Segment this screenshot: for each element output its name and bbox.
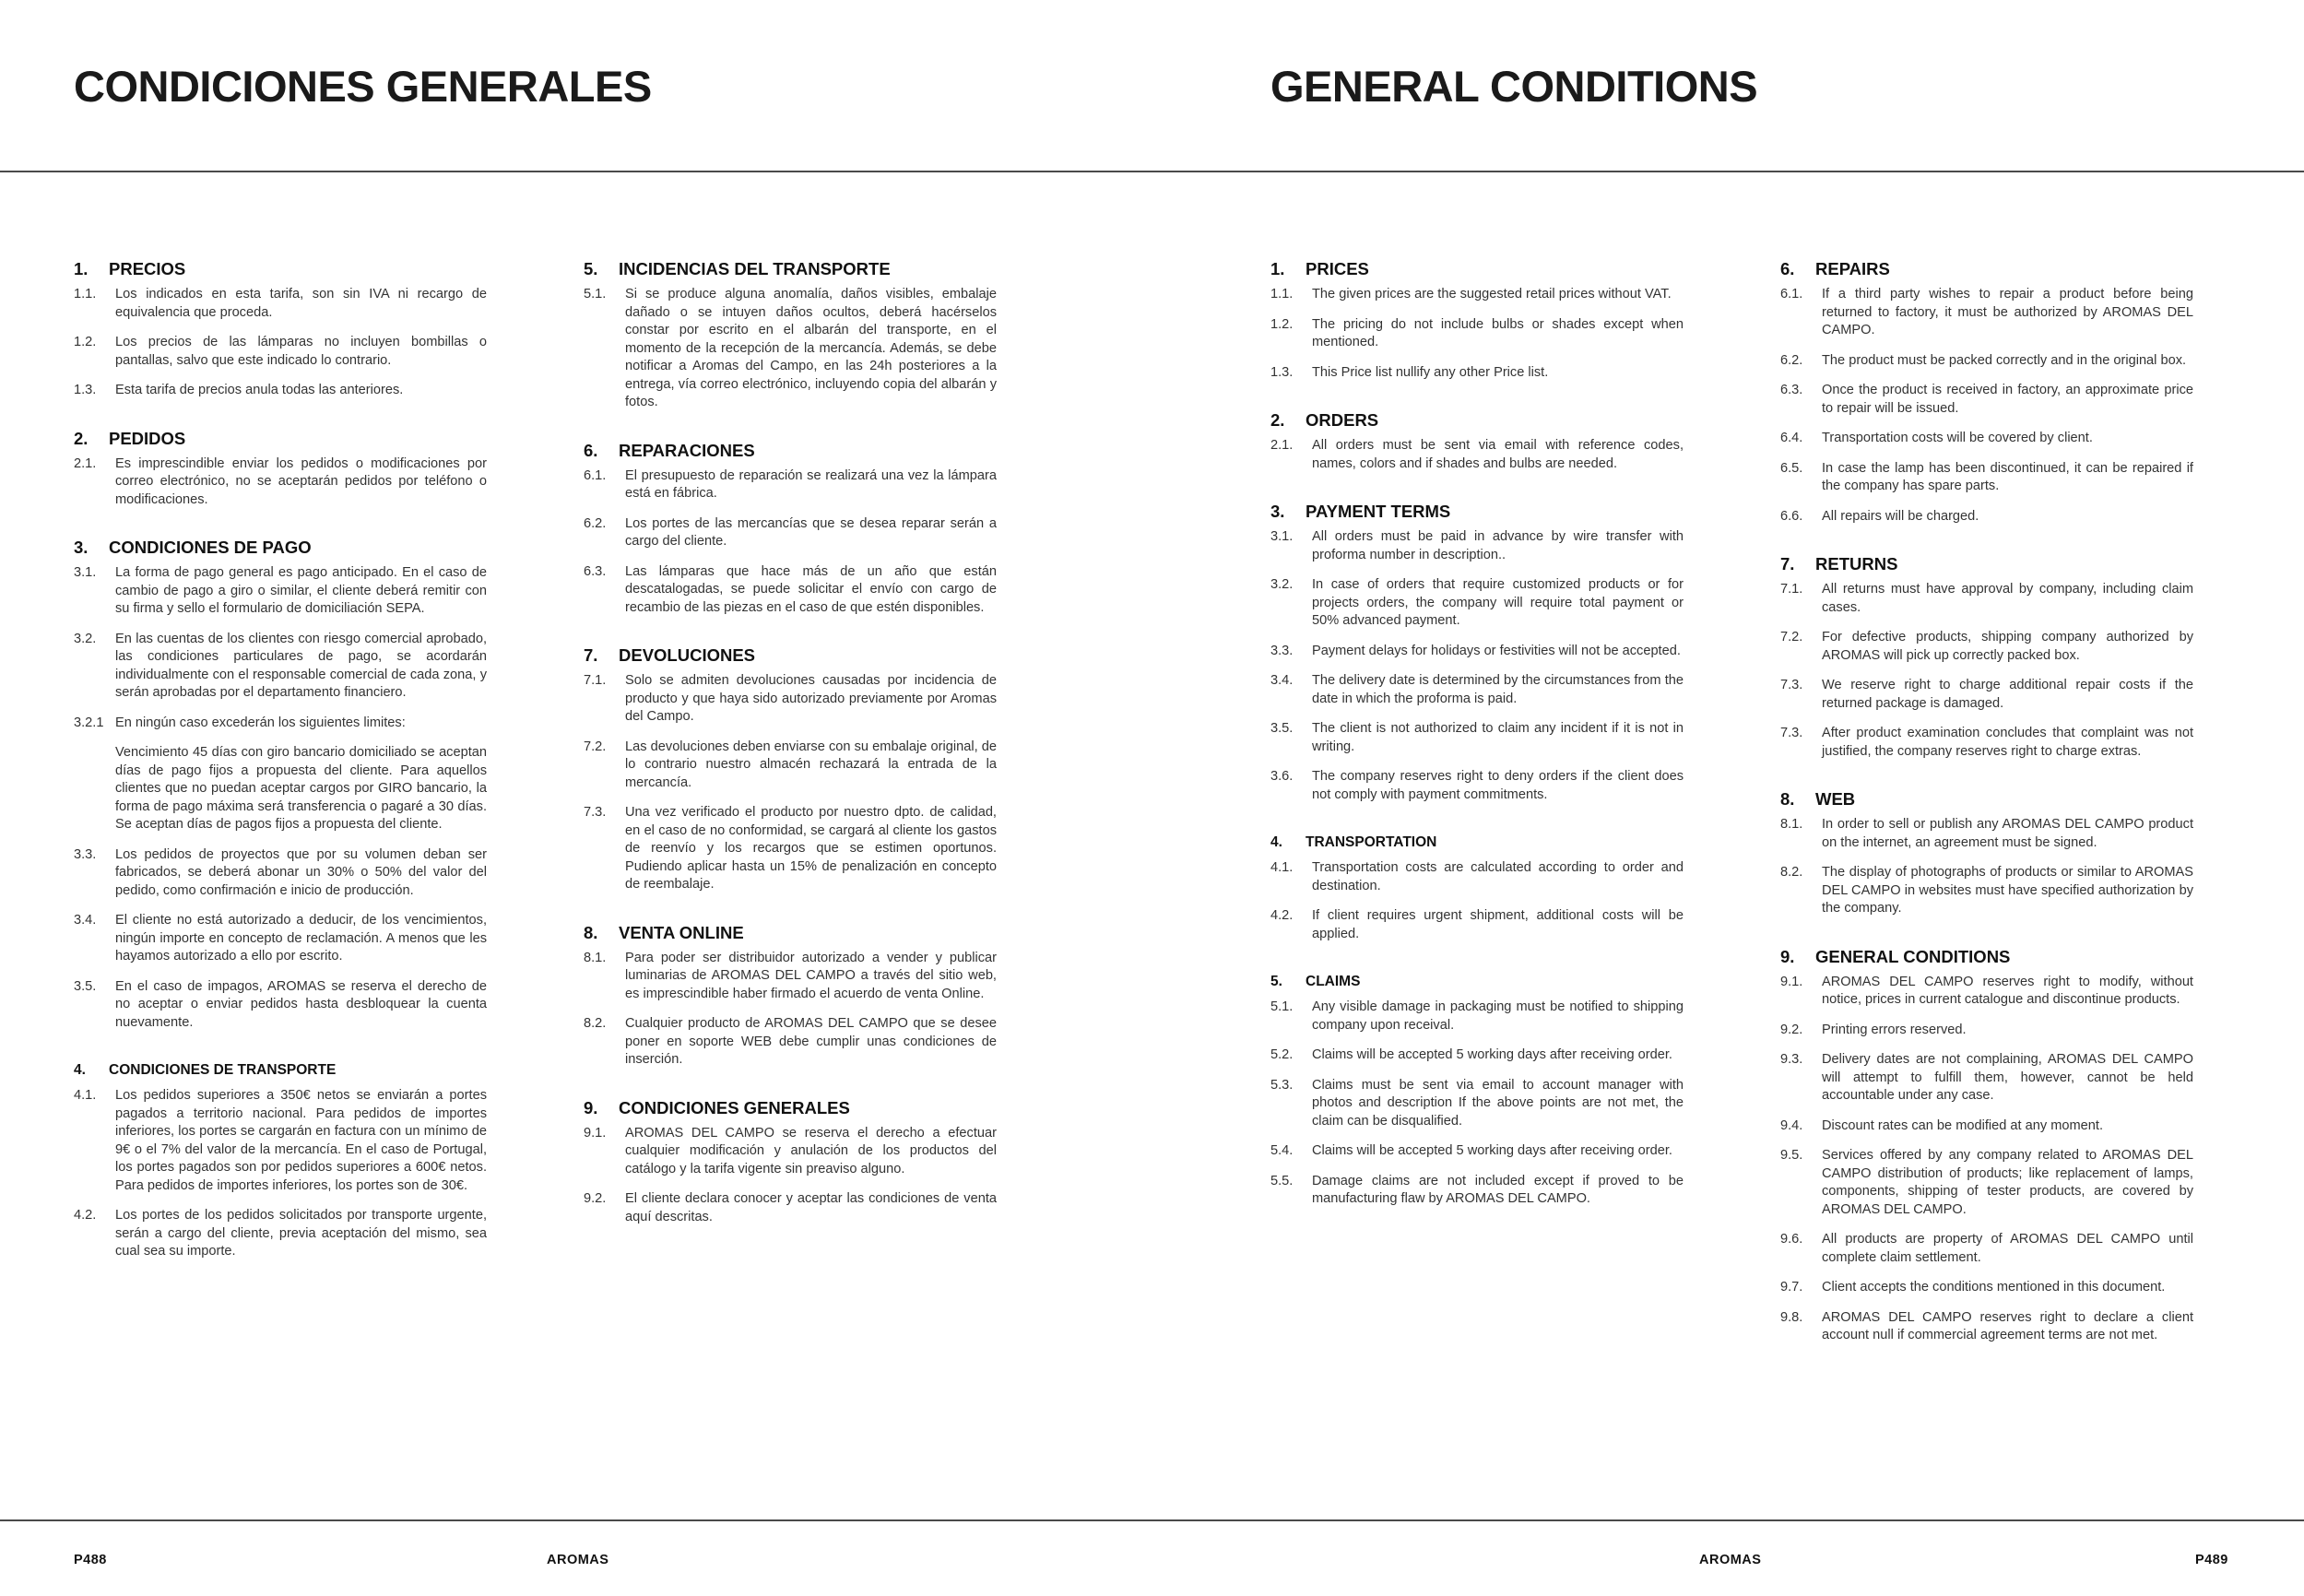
- clause-text: We reserve right to charge additional repair costs if the returned package is damaged.: [1822, 678, 2193, 711]
- clause-number: 7.2.: [1780, 630, 1803, 644]
- section-number: 2.: [1270, 410, 1285, 430]
- section-heading: [584, 258, 997, 280]
- clause-text: If a third party wishes to repair a product before being returned to factory, it must be authorized by AROMAS DEL CAMPO.: [1822, 287, 2193, 337]
- clause-number: 9.8.: [1780, 1309, 1803, 1325]
- clause: [74, 564, 487, 619]
- clause-text: After product examination concludes that complaint was not justified, the company reserves right to charge extras.: [1822, 726, 2193, 759]
- clause-number: 1.2.: [1270, 316, 1294, 332]
- clause-text: Los portes de los pedidos solicitados por transporte urgente, serán a cargo del cliente, previa aceptación del mismo, sea cual sea su importe.: [115, 1208, 487, 1259]
- clause-number: 9.6.: [1780, 1232, 1803, 1247]
- clause-text: Printing errors reserved.: [1822, 1022, 1967, 1037]
- clause: [1780, 629, 2193, 665]
- clause-text: AROMAS DEL CAMPO reserves right to modify, without notice, prices in current catalogue and discontinue products.: [1822, 974, 2193, 1007]
- clause: [1780, 460, 2193, 496]
- clause: [584, 1190, 997, 1226]
- clause-number: 8.2.: [584, 1016, 607, 1031]
- section-number: 4.: [74, 1062, 86, 1078]
- clause-number: 5.1.: [1270, 999, 1294, 1014]
- page-number-left: P488: [74, 1553, 107, 1567]
- clause-number: 2.1.: [1270, 438, 1294, 453]
- section-heading: [584, 440, 997, 462]
- section: [74, 537, 487, 1032]
- section-number: 4.: [1270, 834, 1282, 850]
- clause-number: 1.1.: [1270, 287, 1294, 301]
- clause-number: 5.3.: [1270, 1077, 1294, 1093]
- section: [584, 644, 997, 894]
- section: [1270, 832, 1684, 943]
- clause-text: En las cuentas de los clientes con riesgo comercial aprobado, las condiciones particulares de pago, se acordarán individualmente con el responsable comercial de cada zona, y serán aprobadas por el departamento financiero.: [115, 631, 487, 700]
- section-number: 7.: [1780, 554, 1795, 573]
- clause-number: 3.4.: [1270, 673, 1294, 688]
- clause: [1780, 677, 2193, 713]
- clause-number: 7.3.: [584, 805, 607, 820]
- clause-text: Cualquier producto de AROMAS DEL CAMPO que se desee poner en soporte WEB debe cumplir unas condiciones de inserción.: [625, 1016, 997, 1067]
- section-title: RETURNS: [1815, 554, 1898, 573]
- clause-number: 3.5.: [1270, 721, 1294, 736]
- section-title: REPARACIONES: [619, 440, 755, 460]
- clause-text: Once the product is received in factory, an approximate price to repair will be issued.: [1822, 383, 2193, 416]
- clause: [1780, 1279, 2193, 1297]
- footer-divider: [0, 1519, 2304, 1521]
- clause-text: Las devoluciones deben enviarse con su embalaje original, de lo contrario nuestro almacén rechazará la entrada de la mercancía.: [625, 739, 997, 790]
- clause: [1780, 864, 2193, 918]
- clause: [584, 515, 997, 551]
- clause-number: 4.1.: [74, 1088, 97, 1103]
- section: [1780, 788, 2193, 918]
- section-heading: [1780, 946, 2193, 968]
- clause: [1270, 643, 1684, 661]
- clause: [584, 739, 997, 793]
- clause: [1270, 1046, 1684, 1065]
- clause-text: Para poder ser distribuidor autorizado a vender y publicar luminarias de AROMAS DEL CAMPO a través del sitio web, es imprescindible haber firmado el acuerdo de venta Online.: [625, 950, 997, 1001]
- section-heading: [74, 258, 487, 280]
- clause-number: 1.1.: [74, 287, 97, 301]
- section: [1270, 409, 1684, 473]
- clause-number: 6.4.: [1780, 431, 1803, 445]
- clause-text: Los precios de las lámparas no incluyen bombillas o pantallas, salvo que este indicado lo contrario.: [115, 335, 487, 368]
- header-divider: [0, 171, 2304, 172]
- section-number: 3.: [1270, 502, 1285, 521]
- section-heading: [1780, 258, 2193, 280]
- clause-text: This Price list nullify any other Price list.: [1312, 364, 1549, 380]
- clause-text: Los portes de las mercancías que se desea reparar serán a cargo del cliente.: [625, 515, 997, 549]
- section: [1270, 971, 1684, 1209]
- clause: [1780, 1022, 2193, 1040]
- clause-number: 4.1.: [1270, 860, 1294, 875]
- clause: [584, 1015, 997, 1070]
- clause-text: Solo se admiten devoluciones causadas por incidencia de producto y que haya sido autorizado previamente por Aromas del Campo.: [625, 673, 997, 724]
- section-heading: [74, 428, 487, 450]
- section-number: 7.: [584, 645, 598, 665]
- clause: [1270, 1142, 1684, 1161]
- clause-text: The display of photographs of products or similar to AROMAS DEL CAMPO in websites must have specified authorization by the company.: [1822, 865, 2193, 916]
- clause-text: Esta tarifa de precios anula todas las anteriores.: [115, 383, 404, 397]
- clause-text: The delivery date is determined by the circumstances from the date in which the proforma is paid.: [1312, 673, 1684, 706]
- clause-number: 7.1.: [584, 673, 607, 688]
- clause-text: Delivery dates are not complaining, AROMAS DEL CAMPO will attempt to fulfill them, however, cannot be held accountable under any case.: [1822, 1052, 2193, 1103]
- clause: [74, 744, 487, 834]
- page-title-en: GENERAL CONDITIONS: [1270, 62, 1758, 111]
- clause-number: 9.1.: [1780, 974, 1803, 989]
- clause-text: The client is not authorized to claim any incident if it is not in writing.: [1312, 721, 1684, 754]
- section-title: TRANSPORTATION: [1306, 834, 1437, 850]
- clause-text: Las lámparas que hace más de un año que están descatalogadas, se puede solicitar el envío con cargo de recambio de las piezas en el caso de que estén disponibles.: [625, 563, 997, 615]
- clause-text: El cliente declara conocer y aceptar las condiciones de venta aquí descritas.: [625, 1191, 997, 1224]
- clause: [1780, 382, 2193, 418]
- clause-number: 9.7.: [1780, 1280, 1803, 1295]
- page-title-es: CONDICIONES GENERALES: [74, 62, 652, 111]
- clause-number: 1.2.: [74, 335, 97, 349]
- clause: [584, 672, 997, 727]
- clause-text: Una vez verificado el producto por nuestro dpto. de calidad, en el caso de no conformidad, se cargará al cliente los gastos de reenvío y los recargos que se estimen oportunos. Pudiendo aplicar hasta un 15% de penalización en concepto de reembalaje.: [625, 805, 997, 892]
- section: [74, 428, 487, 510]
- section-title: DEVOLUCIONES: [619, 645, 756, 665]
- clause: [74, 1087, 487, 1195]
- clause-number: 3.2.1: [74, 715, 104, 730]
- clause-number: 4.2.: [74, 1208, 97, 1223]
- clause-text: All orders must be paid in advance by wire transfer with proforma number in description..: [1312, 529, 1684, 562]
- section-title: CLAIMS: [1306, 974, 1361, 989]
- clause: [1270, 1173, 1684, 1209]
- clause: [584, 467, 997, 503]
- clause: [74, 912, 487, 966]
- section: [74, 258, 487, 400]
- clause-text: All returns must have approval by company, including claim cases.: [1822, 582, 2193, 615]
- clause-number: 3.5.: [74, 978, 97, 994]
- clause: [74, 382, 487, 400]
- clause-number: 3.2.: [1270, 577, 1294, 592]
- section-number: 3.: [74, 538, 89, 557]
- clause-text: Vencimiento 45 días con giro bancario domiciliado se aceptan días de pago fijos a propuesta del cliente. Para aquellos clientes que no puedan aceptar cargos por GIRO bancario, la forma de pago máxima será transferencia o pagaré a 30 días. Se aceptan días de pagos fijos a propuesta del cliente.: [115, 745, 487, 832]
- clause: [1780, 1051, 2193, 1105]
- clause-text: Claims will be accepted 5 working days after receiving order.: [1312, 1047, 1672, 1062]
- column-es-1: [74, 258, 487, 1289]
- clause-text: The company reserves right to deny orders if the client does not comply with payment commitments.: [1312, 769, 1684, 802]
- clause: [1780, 1117, 2193, 1136]
- clause-number: 8.2.: [1780, 865, 1803, 880]
- clause-number: 5.4.: [1270, 1143, 1294, 1158]
- clause-text: Damage claims are not included except if proved to be manufacturing flaw by AROMAS DEL CAMPO.: [1312, 1173, 1684, 1206]
- clause-number: 3.4.: [74, 913, 97, 928]
- section-heading: [584, 1097, 997, 1119]
- section: [1270, 258, 1684, 382]
- clause: [1780, 352, 2193, 371]
- clause-number: 8.1.: [1780, 817, 1803, 832]
- clause: [1780, 725, 2193, 761]
- clause-number: 9.1.: [584, 1125, 607, 1141]
- clause-text: If client requires urgent shipment, additional costs will be applied.: [1312, 908, 1684, 941]
- clause: [584, 1125, 997, 1179]
- section-title: PRECIOS: [109, 259, 186, 278]
- clause-number: 1.3.: [74, 383, 97, 397]
- clause: [74, 455, 487, 510]
- clause-text: All orders must be sent via email with reference codes, names, colors and if shades and bulbs are needed.: [1312, 438, 1684, 471]
- section-number: 9.: [1780, 946, 1795, 966]
- section-title: WEB: [1815, 789, 1856, 809]
- section: [584, 440, 997, 618]
- section-number: 5.: [1270, 974, 1282, 989]
- section-title: GENERAL CONDITIONS: [1815, 946, 2011, 966]
- section-heading: [1270, 832, 1684, 854]
- section-heading: [74, 1059, 487, 1082]
- column-en-2: [1780, 258, 2193, 1373]
- clause-text: For defective products, shipping company authorized by AROMAS will pick up correctly packed box.: [1822, 630, 2193, 663]
- section-heading: [1780, 553, 2193, 575]
- clause-number: 9.2.: [1780, 1022, 1803, 1037]
- clause: [1270, 768, 1684, 804]
- section: [584, 922, 997, 1070]
- clause-number: 5.5.: [1270, 1173, 1294, 1188]
- section-number: 5.: [584, 259, 598, 278]
- clause: [74, 715, 487, 733]
- clause-number: 6.3.: [1780, 383, 1803, 397]
- clause: [1270, 286, 1684, 304]
- clause: [1270, 1077, 1684, 1131]
- clause-number: 6.2.: [584, 515, 607, 531]
- clause-text: The given prices are the suggested retail prices without VAT.: [1312, 287, 1672, 301]
- clause-number: 3.3.: [74, 846, 97, 862]
- section-number: 6.: [1780, 259, 1795, 278]
- section: [1780, 258, 2193, 526]
- clause-text: Los pedidos superiores a 350€ netos se enviarán a portes pagados a territorio nacional. Para pedidos de importes inferiores, los portes se cargarán en factura con un mínimo de 9€ o el 7% del valor de la mercancía. En el caso de Portugal, los portes pagados son por pedidos superiores a 600€ netos. Para pedidos de importes inferiores, los portes son de 30€.: [115, 1088, 487, 1193]
- clause-number: 9.3.: [1780, 1052, 1803, 1067]
- clause-number: 6.2.: [1780, 352, 1803, 368]
- clause: [1270, 999, 1684, 1034]
- clause-text: Any visible damage in packaging must be notified to shipping company upon receival.: [1312, 999, 1684, 1033]
- section-heading: [74, 537, 487, 559]
- clause-text: Claims will be accepted 5 working days after receiving order.: [1312, 1143, 1672, 1158]
- clause-number: 1.3.: [1270, 364, 1294, 380]
- section-heading: [1270, 409, 1684, 432]
- clause-number: 5.1.: [584, 287, 607, 301]
- clause-number: 6.1.: [1780, 287, 1803, 301]
- clause-number: 8.1.: [584, 950, 607, 965]
- clause-text: In case of orders that require customized products or for projects orders, the company will require total payment or 50% advanced payment.: [1312, 577, 1684, 628]
- clause-text: La forma de pago general es pago anticipado. En el caso de cambio de pago a giro o similar, el cliente deberá remitir con su firma y sello el formulario de domiciliación SEPA.: [115, 565, 487, 616]
- clause-text: Transportation costs are calculated according to order and destination.: [1312, 860, 1684, 893]
- clause: [1780, 286, 2193, 340]
- clause: [1270, 576, 1684, 631]
- clause-number: 3.1.: [74, 565, 97, 580]
- clause: [74, 334, 487, 370]
- section-title: VENTA ONLINE: [619, 922, 744, 942]
- section-number: 8.: [1780, 789, 1795, 809]
- clause: [74, 846, 487, 901]
- clause: [1270, 364, 1684, 383]
- section-number: 8.: [584, 922, 598, 942]
- clause-number: 4.2.: [1270, 908, 1294, 923]
- clause-number: 6.5.: [1780, 460, 1803, 476]
- footer-brand-left: AROMAS: [547, 1553, 609, 1567]
- section-title: INCIDENCIAS DEL TRANSPORTE: [619, 259, 891, 278]
- column-es-2: [584, 258, 997, 1254]
- section-title: CONDICIONES DE TRANSPORTE: [109, 1062, 337, 1078]
- clause: [74, 978, 487, 1033]
- section-title: CONDICIONES GENERALES: [619, 1097, 850, 1117]
- section: [584, 258, 997, 412]
- section-heading: [1780, 788, 2193, 810]
- clause: [1780, 1231, 2193, 1267]
- clause-number: 6.3.: [584, 563, 607, 579]
- section-heading: [1270, 971, 1684, 993]
- clause-number: 9.5.: [1780, 1148, 1803, 1163]
- clause: [1270, 672, 1684, 708]
- clause-number: 9.2.: [584, 1191, 607, 1206]
- clause-text: Es imprescindible enviar los pedidos o modificaciones por correo electrónico, no se aceptarán pedidos por teléfono o modificaciones.: [115, 455, 487, 507]
- clause: [1270, 720, 1684, 756]
- clause-number: 2.1.: [74, 455, 97, 471]
- section-number: 6.: [584, 440, 598, 460]
- clause-text: Claims must be sent via email to account manager with photos and description If the above points are not met, the claim can be disqualified.: [1312, 1077, 1684, 1129]
- clause-text: In case the lamp has been discontinued, it can be repaired if the company has spare parts.: [1822, 460, 2193, 493]
- clause-number: 7.1.: [1780, 582, 1803, 597]
- clause-number: 6.1.: [584, 467, 607, 483]
- section-number: 1.: [1270, 259, 1285, 278]
- clause: [74, 286, 487, 322]
- clause: [1270, 528, 1684, 564]
- clause-text: Transportation costs will be covered by client.: [1822, 431, 2093, 445]
- clause: [1780, 430, 2193, 448]
- clause-text: El cliente no está autorizado a deducir, de los vencimientos, ningún importe en concepto de reclamación. A menos que les hayamos autorizado a ello por escrito.: [115, 913, 487, 964]
- clause-number: 3.3.: [1270, 643, 1294, 658]
- clause-text: The pricing do not include bulbs or shades except when mentioned.: [1312, 316, 1684, 349]
- section: [1270, 501, 1684, 804]
- page-number-right: P489: [2195, 1553, 2228, 1567]
- clause-number: 3.2.: [74, 631, 97, 646]
- clause-text: Services offered by any company related to AROMAS DEL CAMPO distribution of products; like replacement of lamps, components, shipping of tester products, are covered by AROMAS DEL CAMPO.: [1822, 1148, 2193, 1217]
- clause: [1270, 859, 1684, 895]
- clause-number: 3.6.: [1270, 769, 1294, 784]
- clause: [74, 1207, 487, 1261]
- clause-text: En ningún caso excederán los siguientes limites:: [115, 715, 406, 730]
- clause: [1780, 974, 2193, 1010]
- section-title: REPAIRS: [1815, 259, 1890, 278]
- column-en-1: [1270, 258, 1684, 1236]
- clause-text: All repairs will be charged.: [1822, 508, 1979, 524]
- clause-number: 7.3.: [1780, 678, 1803, 692]
- section-heading: [584, 644, 997, 667]
- section-heading: [1270, 501, 1684, 523]
- section: [74, 1059, 487, 1261]
- section-title: PEDIDOS: [109, 428, 186, 448]
- section-number: 1.: [74, 259, 89, 278]
- section-heading: [584, 922, 997, 944]
- clause-number: 6.6.: [1780, 508, 1803, 524]
- section-number: 9.: [584, 1097, 598, 1117]
- section-title: PAYMENT TERMS: [1306, 502, 1451, 521]
- clause: [1780, 508, 2193, 526]
- section: [584, 1097, 997, 1227]
- clause: [1270, 907, 1684, 943]
- clause-text: Si se produce alguna anomalía, daños visibles, embalaje dañado o se intuyen daños ocultos, deberá hacérselos constar por escrito en el albarán del transporte, en el momento de la recepción de la mercancía. Además, se debe notificar a Aromas del Campo, en las 24h posteriores a la entrega, vía correo electrónico, incluyendo copia del albarán y fotos.: [625, 287, 997, 409]
- footer-brand-right: AROMAS: [1699, 1553, 1762, 1567]
- clause-number: 7.2.: [584, 739, 607, 754]
- clause: [584, 563, 997, 618]
- clause-text: AROMAS DEL CAMPO se reserva el derecho a efectuar cualquier modificación y anulación de los productos del catálogo y la tarifa vigente sin preaviso alguno.: [625, 1125, 997, 1176]
- clause: [584, 804, 997, 894]
- clause-text: Payment delays for holidays or festivities will not be accepted.: [1312, 643, 1681, 658]
- clause: [1780, 1147, 2193, 1219]
- clause-text: Client accepts the conditions mentioned in this document.: [1822, 1280, 2166, 1295]
- clause-number: 5.2.: [1270, 1047, 1294, 1062]
- clause: [1270, 437, 1684, 473]
- clause-number: 3.1.: [1270, 529, 1294, 544]
- section-number: 2.: [74, 428, 89, 448]
- clause: [584, 950, 997, 1004]
- clause: [584, 286, 997, 412]
- clause-number: 9.4.: [1780, 1117, 1803, 1133]
- clause-text: In order to sell or publish any AROMAS DEL CAMPO product on the internet, an agreement must be signed.: [1822, 817, 2193, 850]
- clause: [1270, 316, 1684, 352]
- clause: [1780, 816, 2193, 852]
- section-heading: [1270, 258, 1684, 280]
- clause-number: 7.3.: [1780, 726, 1803, 740]
- clause-text: All products are property of AROMAS DEL CAMPO until complete claim settlement.: [1822, 1232, 2193, 1265]
- section-title: PRICES: [1306, 259, 1369, 278]
- clause-text: En el caso de impagos, AROMAS se reserva el derecho de no aceptar o enviar pedidos hasta desbloquear la cuenta nuevamente.: [115, 978, 487, 1030]
- clause: [74, 631, 487, 703]
- clause-text: Los pedidos de proyectos que por su volumen deban ser fabricados, se deberá abonar un 30% o 50% del valor del pedido, como confirmación e inicio de producción.: [115, 846, 487, 898]
- clause-text: Los indicados en esta tarifa, son sin IVA ni recargo de equivalencia que proceda.: [115, 287, 487, 320]
- clause-text: AROMAS DEL CAMPO reserves right to declare a client account null if commercial agreement terms are not met.: [1822, 1309, 2193, 1342]
- section-title: CONDICIONES DE PAGO: [109, 538, 312, 557]
- section: [1780, 946, 2193, 1345]
- section-title: ORDERS: [1306, 410, 1379, 430]
- clause-text: The product must be packed correctly and in the original box.: [1822, 352, 2187, 368]
- clause-text: El presupuesto de reparación se realizará una vez la lámpara está en fábrica.: [625, 467, 997, 501]
- clause-text: Discount rates can be modified at any moment.: [1822, 1117, 2104, 1133]
- clause: [1780, 581, 2193, 617]
- clause: [1780, 1309, 2193, 1345]
- section: [1780, 553, 2193, 761]
